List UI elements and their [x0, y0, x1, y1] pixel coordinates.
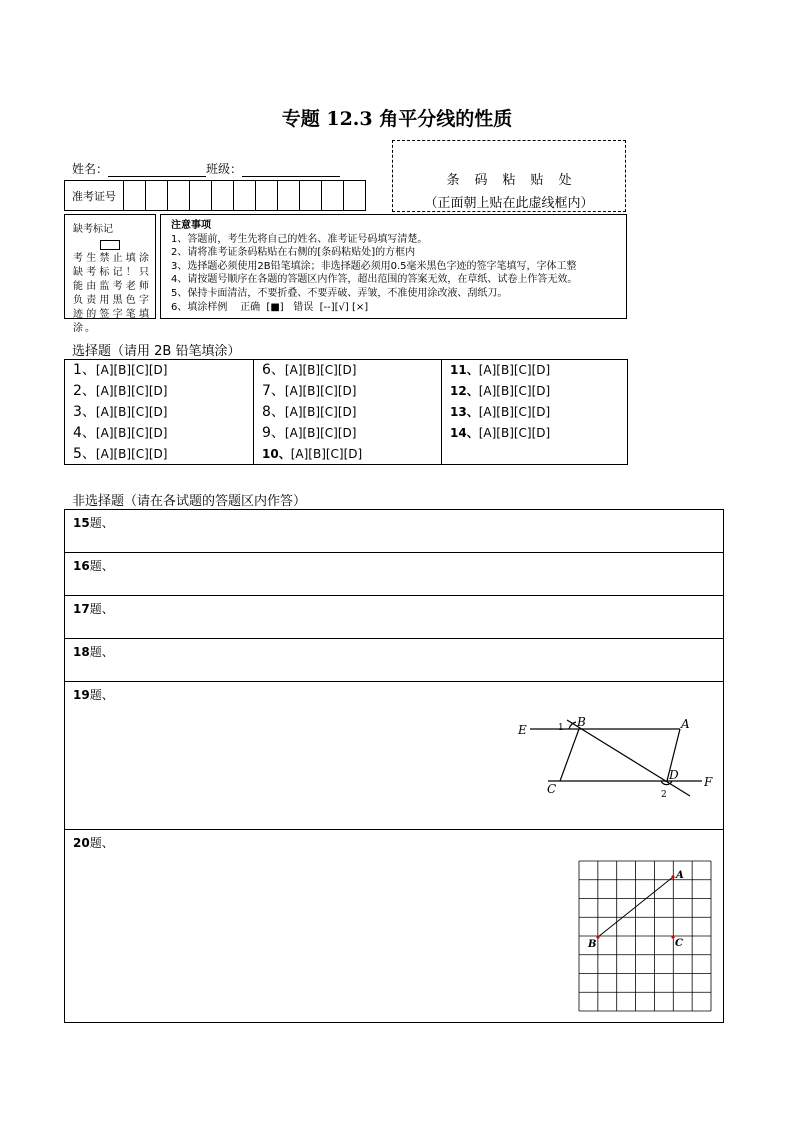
label-c: C	[547, 782, 557, 796]
question-number: 9、	[262, 425, 285, 441]
label-c: C	[675, 938, 683, 949]
question-number: 14、	[450, 426, 479, 440]
answer-row-19[interactable]: 19题、	[65, 682, 723, 830]
question-number: 12、	[450, 384, 479, 398]
answer-row-15[interactable]: 15题、	[65, 510, 723, 553]
label-angle-2: 2	[661, 790, 667, 800]
exam-number-label: 准考证号	[65, 181, 124, 211]
choice-question[interactable]	[254, 381, 441, 402]
notice-item: 5、保持卡面清洁，不要折叠、不要弄破、弄皱，不准使用涂改液、刮纸刀。	[171, 287, 508, 299]
class-label: 班级：	[206, 162, 243, 176]
answer-options[interactable]: [A][B][C][D]	[95, 363, 168, 377]
figure-20-grid	[576, 858, 712, 1014]
answer-options[interactable]: [A][B][C][D]	[95, 384, 168, 398]
answer-options[interactable]: [A][B][C][D]	[284, 405, 357, 419]
exam-number-cell[interactable]	[234, 181, 256, 211]
answer-row-16[interactable]: 16题、	[65, 553, 723, 596]
choice-section-title: 选择题（请用 2B 铅笔填涂）	[72, 344, 241, 359]
question-number: 7、	[262, 383, 285, 399]
choice-column-3	[442, 360, 628, 464]
exam-number-cell[interactable]	[190, 181, 212, 211]
answer-options[interactable]: [A][B][C][D]	[284, 426, 357, 440]
choice-question[interactable]	[254, 360, 441, 381]
absent-mark-title: 缺考标记	[73, 224, 113, 235]
barcode-title: 条码粘贴处	[446, 173, 587, 188]
answer-options[interactable]: [A][B][C][D]	[478, 405, 551, 419]
label-a: A	[681, 717, 690, 731]
question-number: 13、	[450, 405, 479, 419]
label-d: D	[669, 768, 679, 782]
answer-options[interactable]: [A][B][C][D]	[290, 447, 363, 461]
point-a	[671, 875, 674, 878]
choice-table	[64, 359, 628, 465]
answer-options[interactable]: [A][B][C][D]	[95, 405, 168, 419]
choice-question[interactable]	[65, 381, 253, 402]
question-number: 5、	[73, 446, 96, 462]
choice-column-1	[65, 360, 254, 464]
choice-question[interactable]	[65, 444, 253, 465]
label-b: B	[577, 715, 586, 729]
answer-options[interactable]: [A][B][C][D]	[478, 426, 551, 440]
label-f: F	[704, 775, 713, 789]
question-number: 11、	[450, 363, 479, 377]
answer-options[interactable]: [A][B][C][D]	[284, 384, 357, 398]
label-b: B	[588, 939, 597, 950]
choice-question[interactable]	[65, 360, 253, 381]
notice-item: 1、答题前，考生先将自己的姓名、准考证号码填写清楚。	[171, 233, 428, 245]
notice-item: 3、选择题必须使用2B铅笔填涂；非选择题必须用0.5毫米黑色字迹的签字笔填写，字体工整	[171, 260, 577, 272]
page-title: 专题 12.3 角平分线的性质	[281, 108, 513, 130]
choice-question[interactable]	[442, 402, 628, 423]
name-label: 姓名：	[72, 162, 109, 176]
question-number: 8、	[262, 404, 285, 420]
choice-question[interactable]	[254, 402, 441, 423]
answer-options[interactable]: [A][B][C][D]	[284, 363, 357, 377]
choice-question[interactable]	[442, 423, 628, 444]
choice-question[interactable]	[254, 444, 441, 465]
answer-options[interactable]: [A][B][C][D]	[478, 384, 551, 398]
exam-number-table	[64, 180, 366, 211]
choice-question[interactable]	[65, 423, 253, 444]
notice-box	[160, 214, 627, 319]
answer-options[interactable]: [A][B][C][D]	[95, 447, 168, 461]
exam-number-cell[interactable]	[322, 181, 344, 211]
point-b	[596, 935, 599, 938]
exam-number-cell[interactable]	[124, 181, 146, 211]
choice-column-2	[254, 360, 442, 464]
choice-question[interactable]	[65, 402, 253, 423]
question-number: 3、	[73, 404, 96, 420]
name-class-line	[72, 160, 340, 177]
notice-item: 6、填涂样例 正确 [■] 错误 [--][√] [×]	[171, 301, 369, 313]
absent-mark-checkbox[interactable]	[100, 240, 120, 250]
exam-number-cell[interactable]	[168, 181, 190, 211]
figure-19-parallelogram	[512, 712, 718, 804]
choice-question[interactable]	[254, 423, 441, 444]
answer-options[interactable]: [A][B][C][D]	[95, 426, 168, 440]
question-number: 1、	[73, 362, 96, 378]
answer-row-20[interactable]: 20题、	[73, 836, 114, 850]
label-angle-1: 1	[558, 723, 564, 733]
label-e: E	[518, 723, 527, 737]
class-field[interactable]	[242, 163, 340, 177]
question-number: 4、	[73, 425, 96, 441]
exam-number-cell[interactable]	[212, 181, 234, 211]
exam-number-cell[interactable]	[344, 181, 366, 211]
line-b-d-extended	[567, 720, 690, 796]
name-field[interactable]	[108, 163, 206, 177]
exam-number-cell[interactable]	[300, 181, 322, 211]
exam-number-cell[interactable]	[256, 181, 278, 211]
absent-mark-desc: 考生禁止填涂缺考标记！只能由监考老师负责用黑色字迹的签字笔填涂。	[73, 253, 151, 334]
notice-title: 注意事项	[171, 220, 211, 231]
nonchoice-section-title: 非选择题（请在各试题的答题区内作答）	[72, 494, 307, 509]
question-number: 10、	[262, 447, 291, 461]
exam-number-cell[interactable]	[146, 181, 168, 211]
notice-item: 4、请按题号顺序在各题的答题区内作答，超出范围的答案无效，在草纸、试卷上作答无效。	[171, 274, 578, 286]
question-number: 6、	[262, 362, 285, 378]
label-a: A	[676, 870, 684, 881]
barcode-hint: （正面朝上贴在此虚线框内）	[424, 196, 594, 211]
notice-item: 2、请将准考证条码粘贴在右侧的[条码粘贴处]的方框内	[171, 247, 416, 259]
answer-row-18[interactable]: 18题、	[65, 639, 723, 682]
choice-question[interactable]	[442, 360, 628, 381]
choice-question[interactable]	[442, 381, 628, 402]
absent-mark-box	[64, 214, 156, 334]
question-number: 2、	[73, 383, 96, 399]
answer-row-17[interactable]: 17题、	[65, 596, 723, 639]
barcode-area	[392, 140, 626, 212]
exam-number-cell[interactable]	[278, 181, 300, 211]
answer-options[interactable]: [A][B][C][D]	[478, 363, 551, 377]
line-b-c	[560, 729, 579, 781]
